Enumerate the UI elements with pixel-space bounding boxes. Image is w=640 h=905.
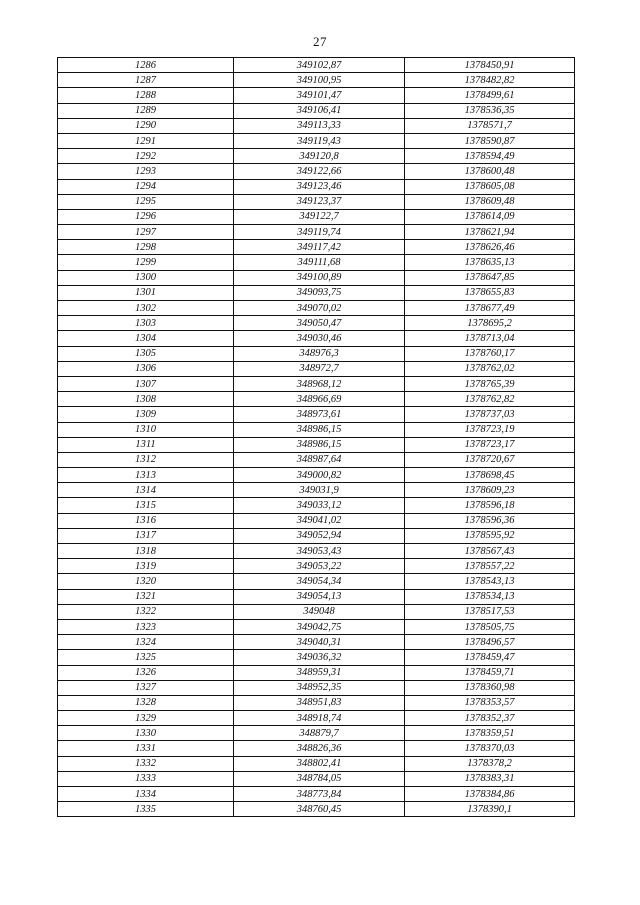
table-row (58, 635, 575, 650)
x-coordinate-cell: 349000,82 (234, 468, 405, 483)
x-coordinate-cell: 349120,8 (234, 149, 405, 164)
table-row (58, 802, 575, 817)
x-coordinate-cell: 349030,46 (234, 331, 405, 346)
x-coordinate-cell: 349050,47 (234, 316, 405, 331)
point-number-cell: 1308 (58, 392, 234, 407)
x-coordinate-cell: 349041,02 (234, 513, 405, 528)
x-coordinate-cell: 349122,7 (234, 209, 405, 224)
point-number-cell: 1325 (58, 650, 234, 665)
x-coordinate-cell: 348986,15 (234, 422, 405, 437)
x-coordinate-cell: 349102,87 (234, 58, 405, 73)
y-coordinate-cell: 1378459,47 (405, 650, 575, 665)
x-coordinate-cell: 349070,02 (234, 301, 405, 316)
x-coordinate-cell: 349054,34 (234, 574, 405, 589)
x-coordinate-cell: 349113,33 (234, 118, 405, 133)
point-number-cell: 1319 (58, 559, 234, 574)
x-coordinate-cell: 348959,31 (234, 665, 405, 680)
point-number-cell: 1311 (58, 437, 234, 452)
x-coordinate-cell: 348879,7 (234, 726, 405, 741)
table-row (58, 225, 575, 240)
point-number-cell: 1296 (58, 209, 234, 224)
x-coordinate-cell: 349042,75 (234, 619, 405, 634)
table-row (58, 240, 575, 255)
table-row (58, 756, 575, 771)
table-row (58, 73, 575, 88)
y-coordinate-cell: 1378596,18 (405, 498, 575, 513)
y-coordinate-cell: 1378543,13 (405, 574, 575, 589)
point-number-cell: 1322 (58, 604, 234, 619)
x-coordinate-cell: 348784,05 (234, 771, 405, 786)
point-number-cell: 1288 (58, 88, 234, 103)
point-number-cell: 1323 (58, 619, 234, 634)
y-coordinate-cell: 1378505,75 (405, 619, 575, 634)
table-row (58, 376, 575, 391)
point-number-cell: 1328 (58, 695, 234, 710)
table-row (58, 88, 575, 103)
y-coordinate-cell: 1378517,53 (405, 604, 575, 619)
table-row (58, 726, 575, 741)
point-number-cell: 1291 (58, 133, 234, 148)
point-number-cell: 1292 (58, 149, 234, 164)
x-coordinate-cell: 348952,35 (234, 680, 405, 695)
point-number-cell: 1304 (58, 331, 234, 346)
point-number-cell: 1330 (58, 726, 234, 741)
y-coordinate-cell: 1378677,49 (405, 301, 575, 316)
point-number-cell: 1287 (58, 73, 234, 88)
y-coordinate-cell: 1378626,46 (405, 240, 575, 255)
point-number-cell: 1309 (58, 407, 234, 422)
point-number-cell: 1314 (58, 483, 234, 498)
point-number-cell: 1317 (58, 528, 234, 543)
table-row (58, 544, 575, 559)
point-number-cell: 1298 (58, 240, 234, 255)
y-coordinate-cell: 1378695,2 (405, 316, 575, 331)
x-coordinate-cell: 348986,15 (234, 437, 405, 452)
y-coordinate-cell: 1378557,22 (405, 559, 575, 574)
table-row (58, 209, 575, 224)
table-row (58, 392, 575, 407)
point-number-cell: 1318 (58, 544, 234, 559)
x-coordinate-cell: 348987,64 (234, 452, 405, 467)
point-number-cell: 1293 (58, 164, 234, 179)
x-coordinate-cell: 348976,3 (234, 346, 405, 361)
y-coordinate-cell: 1378595,92 (405, 528, 575, 543)
table-row (58, 574, 575, 589)
y-coordinate-cell: 1378647,85 (405, 270, 575, 285)
point-number-cell: 1316 (58, 513, 234, 528)
table-row (58, 559, 575, 574)
x-coordinate-cell: 349111,68 (234, 255, 405, 270)
y-coordinate-cell: 1378762,82 (405, 392, 575, 407)
point-number-cell: 1303 (58, 316, 234, 331)
x-coordinate-cell: 349123,37 (234, 194, 405, 209)
y-coordinate-cell: 1378378,2 (405, 756, 575, 771)
y-coordinate-cell: 1378600,48 (405, 164, 575, 179)
y-coordinate-cell: 1378621,94 (405, 225, 575, 240)
x-coordinate-cell: 349036,32 (234, 650, 405, 665)
point-number-cell: 1329 (58, 711, 234, 726)
point-number-cell: 1331 (58, 741, 234, 756)
y-coordinate-cell: 1378384,86 (405, 787, 575, 802)
point-number-cell: 1300 (58, 270, 234, 285)
y-coordinate-cell: 1378609,23 (405, 483, 575, 498)
point-number-cell: 1302 (58, 301, 234, 316)
x-coordinate-cell: 348826,36 (234, 741, 405, 756)
y-coordinate-cell: 1378353,57 (405, 695, 575, 710)
table-row (58, 650, 575, 665)
table-row (58, 149, 575, 164)
point-number-cell: 1333 (58, 771, 234, 786)
y-coordinate-cell: 1378390,1 (405, 802, 575, 817)
y-coordinate-cell: 1378655,83 (405, 285, 575, 300)
x-coordinate-cell: 348972,7 (234, 361, 405, 376)
x-coordinate-cell: 348773,84 (234, 787, 405, 802)
table-row (58, 695, 575, 710)
table-row (58, 285, 575, 300)
table-row (58, 361, 575, 376)
table-row (58, 301, 575, 316)
y-coordinate-cell: 1378698,45 (405, 468, 575, 483)
x-coordinate-cell: 349117,42 (234, 240, 405, 255)
x-coordinate-cell: 349101,47 (234, 88, 405, 103)
y-coordinate-cell: 1378499,61 (405, 88, 575, 103)
table-row (58, 787, 575, 802)
table-row (58, 164, 575, 179)
table-row (58, 680, 575, 695)
x-coordinate-cell: 348966,69 (234, 392, 405, 407)
point-number-cell: 1301 (58, 285, 234, 300)
table-row (58, 437, 575, 452)
x-coordinate-cell: 349100,95 (234, 73, 405, 88)
point-number-cell: 1305 (58, 346, 234, 361)
y-coordinate-cell: 1378567,43 (405, 544, 575, 559)
x-coordinate-cell: 349093,75 (234, 285, 405, 300)
point-number-cell: 1286 (58, 58, 234, 73)
point-number-cell: 1289 (58, 103, 234, 118)
x-coordinate-cell: 349054,13 (234, 589, 405, 604)
table-row (58, 483, 575, 498)
table-row (58, 316, 575, 331)
table-row (58, 604, 575, 619)
y-coordinate-cell: 1378536,35 (405, 103, 575, 118)
y-coordinate-cell: 1378370,03 (405, 741, 575, 756)
table-row (58, 452, 575, 467)
x-coordinate-cell: 348802,41 (234, 756, 405, 771)
table-row (58, 331, 575, 346)
table-row (58, 270, 575, 285)
table-row (58, 179, 575, 194)
x-coordinate-cell: 349100,89 (234, 270, 405, 285)
y-coordinate-cell: 1378459,71 (405, 665, 575, 680)
point-number-cell: 1332 (58, 756, 234, 771)
table-row (58, 346, 575, 361)
y-coordinate-cell: 1378760,17 (405, 346, 575, 361)
y-coordinate-cell: 1378359,51 (405, 726, 575, 741)
point-number-cell: 1335 (58, 802, 234, 817)
y-coordinate-cell: 1378534,13 (405, 589, 575, 604)
x-coordinate-cell: 348973,61 (234, 407, 405, 422)
x-coordinate-cell: 349119,74 (234, 225, 405, 240)
x-coordinate-cell: 349048 (234, 604, 405, 619)
x-coordinate-cell: 349031,9 (234, 483, 405, 498)
y-coordinate-cell: 1378605,08 (405, 179, 575, 194)
x-coordinate-cell: 348760,45 (234, 802, 405, 817)
point-number-cell: 1334 (58, 787, 234, 802)
point-number-cell: 1315 (58, 498, 234, 513)
point-number-cell: 1290 (58, 118, 234, 133)
x-coordinate-cell: 349052,94 (234, 528, 405, 543)
y-coordinate-cell: 1378590,87 (405, 133, 575, 148)
table-row (58, 58, 575, 73)
y-coordinate-cell: 1378635,13 (405, 255, 575, 270)
table-row (58, 194, 575, 209)
y-coordinate-cell: 1378737,03 (405, 407, 575, 422)
y-coordinate-cell: 1378571,7 (405, 118, 575, 133)
point-number-cell: 1313 (58, 468, 234, 483)
x-coordinate-cell: 349033,12 (234, 498, 405, 513)
table-row (58, 711, 575, 726)
point-number-cell: 1306 (58, 361, 234, 376)
table-row (58, 589, 575, 604)
y-coordinate-cell: 1378596,36 (405, 513, 575, 528)
coordinates-table-body (58, 58, 575, 817)
y-coordinate-cell: 1378614,09 (405, 209, 575, 224)
point-number-cell: 1310 (58, 422, 234, 437)
table-row (58, 665, 575, 680)
table-row (58, 771, 575, 786)
point-number-cell: 1321 (58, 589, 234, 604)
point-number-cell: 1327 (58, 680, 234, 695)
coordinates-table (57, 57, 575, 817)
x-coordinate-cell: 348968,12 (234, 376, 405, 391)
y-coordinate-cell: 1378450,91 (405, 58, 575, 73)
y-coordinate-cell: 1378482,82 (405, 73, 575, 88)
y-coordinate-cell: 1378496,57 (405, 635, 575, 650)
table-row (58, 741, 575, 756)
x-coordinate-cell: 349122,66 (234, 164, 405, 179)
y-coordinate-cell: 1378720,67 (405, 452, 575, 467)
page-number: 27 (313, 34, 327, 49)
table-row (58, 422, 575, 437)
x-coordinate-cell: 349119,43 (234, 133, 405, 148)
table-row (58, 103, 575, 118)
table-row (58, 513, 575, 528)
x-coordinate-cell: 348918,74 (234, 711, 405, 726)
point-number-cell: 1295 (58, 194, 234, 209)
y-coordinate-cell: 1378723,17 (405, 437, 575, 452)
y-coordinate-cell: 1378765,39 (405, 376, 575, 391)
x-coordinate-cell: 349040,31 (234, 635, 405, 650)
table-row (58, 407, 575, 422)
x-coordinate-cell: 349053,22 (234, 559, 405, 574)
table-row (58, 255, 575, 270)
y-coordinate-cell: 1378723,19 (405, 422, 575, 437)
point-number-cell: 1294 (58, 179, 234, 194)
point-number-cell: 1297 (58, 225, 234, 240)
x-coordinate-cell: 349053,43 (234, 544, 405, 559)
x-coordinate-cell: 349106,41 (234, 103, 405, 118)
table-row (58, 133, 575, 148)
x-coordinate-cell: 349123,46 (234, 179, 405, 194)
y-coordinate-cell: 1378383,31 (405, 771, 575, 786)
point-number-cell: 1324 (58, 635, 234, 650)
y-coordinate-cell: 1378594,49 (405, 149, 575, 164)
point-number-cell: 1307 (58, 376, 234, 391)
point-number-cell: 1320 (58, 574, 234, 589)
y-coordinate-cell: 1378352,37 (405, 711, 575, 726)
table-row (58, 468, 575, 483)
point-number-cell: 1299 (58, 255, 234, 270)
x-coordinate-cell: 348951,83 (234, 695, 405, 710)
point-number-cell: 1326 (58, 665, 234, 680)
table-row (58, 498, 575, 513)
table-row (58, 528, 575, 543)
table-row (58, 619, 575, 634)
y-coordinate-cell: 1378713,04 (405, 331, 575, 346)
y-coordinate-cell: 1378609,48 (405, 194, 575, 209)
y-coordinate-cell: 1378762,02 (405, 361, 575, 376)
table-row (58, 118, 575, 133)
y-coordinate-cell: 1378360,98 (405, 680, 575, 695)
point-number-cell: 1312 (58, 452, 234, 467)
